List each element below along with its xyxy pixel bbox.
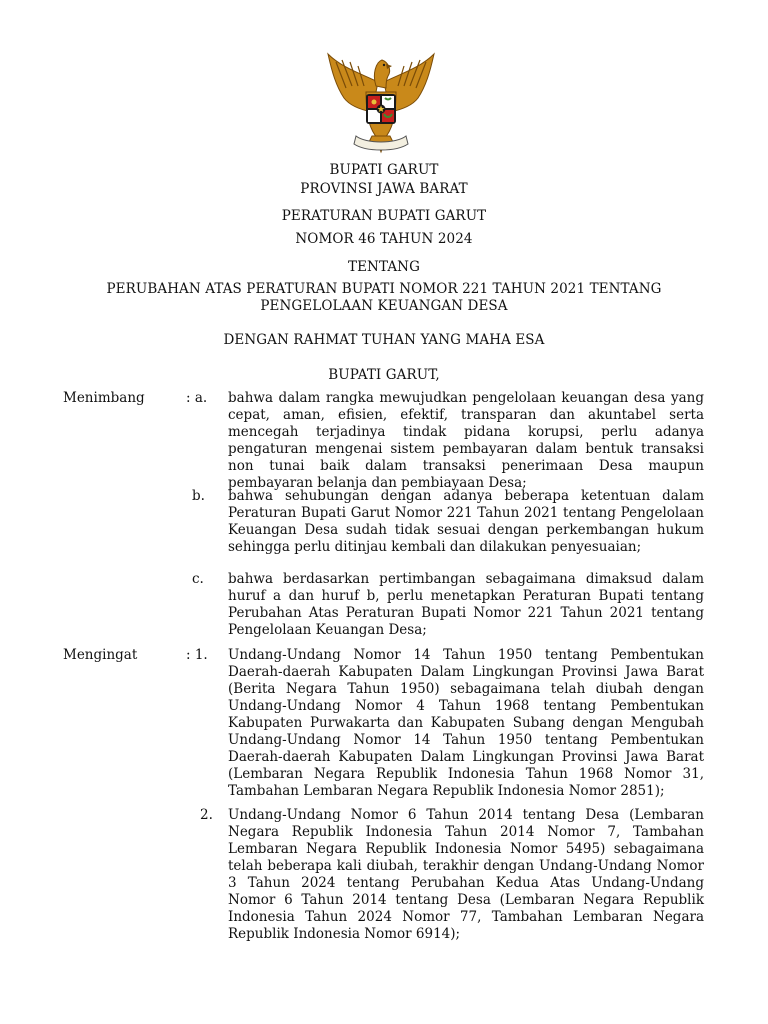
menimbang-marker-b: b.: [192, 488, 205, 504]
blessing-line: DENGAN RAHMAT TUHAN YANG MAHA ESA: [223, 332, 545, 348]
menimbang-item-c: bahwa berdasarkan pertimbangan sebagaimana dimaksud dalam huruf a dan huruf b, perlu menetapkan Peraturan Bupati tentang Perubahan Atas Peraturan Bupati Nomor 221 Tahun 2021 tentang Pengelolaan Keuangan Desa;: [228, 571, 704, 638]
subject-line-2: PENGELOLAAN KEUANGAN DESA: [260, 298, 508, 314]
mengingat-marker-2: 2.: [200, 807, 213, 823]
mengingat-marker-1: : 1.: [186, 647, 208, 663]
mengingat-item-2: Undang-Undang Nomor 6 Tahun 2014 tentang Desa (Lembaran Negara Republik Indonesia Tahun 2014 Nomor 7, Tambahan Lembaran Negara Republik Indonesia Nomor 5495) sebagaimana telah beberapa kali diubah, terakhir dengan Undang-Undang Nomor 3 Tahun 2024 tentang Perubahan Kedua Atas Undang-Undang Nomor 6 Tahun 2014 tentang Desa (Lembaran Negara Republik Indonesia Tahun 2024 Nomor 77, Tambahan Lembaran Negara Republik Indonesia Nomor 6914);: [228, 807, 704, 942]
authority-heading: BUPATI GARUT: [329, 162, 439, 178]
subject-line-1: PERUBAHAN ATAS PERATURAN BUPATI NOMOR 221 TAHUN 2021 TENTANG: [106, 281, 662, 297]
menimbang-item-b: bahwa sehubungan dengan adanya beberapa ketentuan dalam Peraturan Bupati Garut Nomor 221 Tahun 2021 tentang Pengelolaan Keuangan Desa sudah tidak sesuai dengan perkembangan hukum sehingga perlu ditinjau kembali dan dilakukan penyesuaian;: [228, 488, 704, 555]
enactor-line: BUPATI GARUT,: [328, 367, 440, 383]
about-heading: TENTANG: [348, 259, 420, 275]
regulation-number: NOMOR 46 TAHUN 2024: [295, 231, 473, 247]
menimbang-item-a: bahwa dalam rangka mewujudkan pengelolaan keuangan desa yang cepat, aman, efisien, efektif, transparan dan akuntabel serta mencegah terjadinya tindak pidana korupsi, perlu adanya pengaturan mengenai sistem pembayaran dalam bentuk transaksi non tunai baik dalam transaksi penerimaan Desa maupun pembayaran belanja dan pembiayaan Desa;: [228, 390, 704, 491]
menimbang-marker-c: c.: [192, 571, 204, 587]
province-heading: PROVINSI JAWA BARAT: [300, 181, 468, 197]
regulation-title: PERATURAN BUPATI GARUT: [281, 208, 487, 224]
menimbang-label: Menimbang: [63, 390, 145, 406]
mengingat-item-1: Undang-Undang Nomor 14 Tahun 1950 tentang Pembentukan Daerah-daerah Kabupaten Dalam Lingkungan Provinsi Jawa Barat (Berita Negara Tahun 1950) sebagaimana telah diubah dengan Undang-Undang Nomor 4 Tahun 1968 tentang Pembentukan Kabupaten Purwakarta dan Kabupaten Subang dengan Mengubah Undang-Undang Nomor 14 Tahun 1950 tentang Pembentukan Daerah-daerah Kabupaten Dalam Lingkungan Provinsi Jawa Barat (Lembaran Negara Republik Indonesia Tahun 1968 Nomor 31, Tambahan Lembaran Negara Republik Indonesia Nomor 2851);: [228, 647, 704, 799]
mengingat-label: Mengingat: [63, 647, 138, 663]
menimbang-marker-a: : a.: [186, 390, 208, 406]
garuda-emblem-icon: [322, 52, 440, 156]
